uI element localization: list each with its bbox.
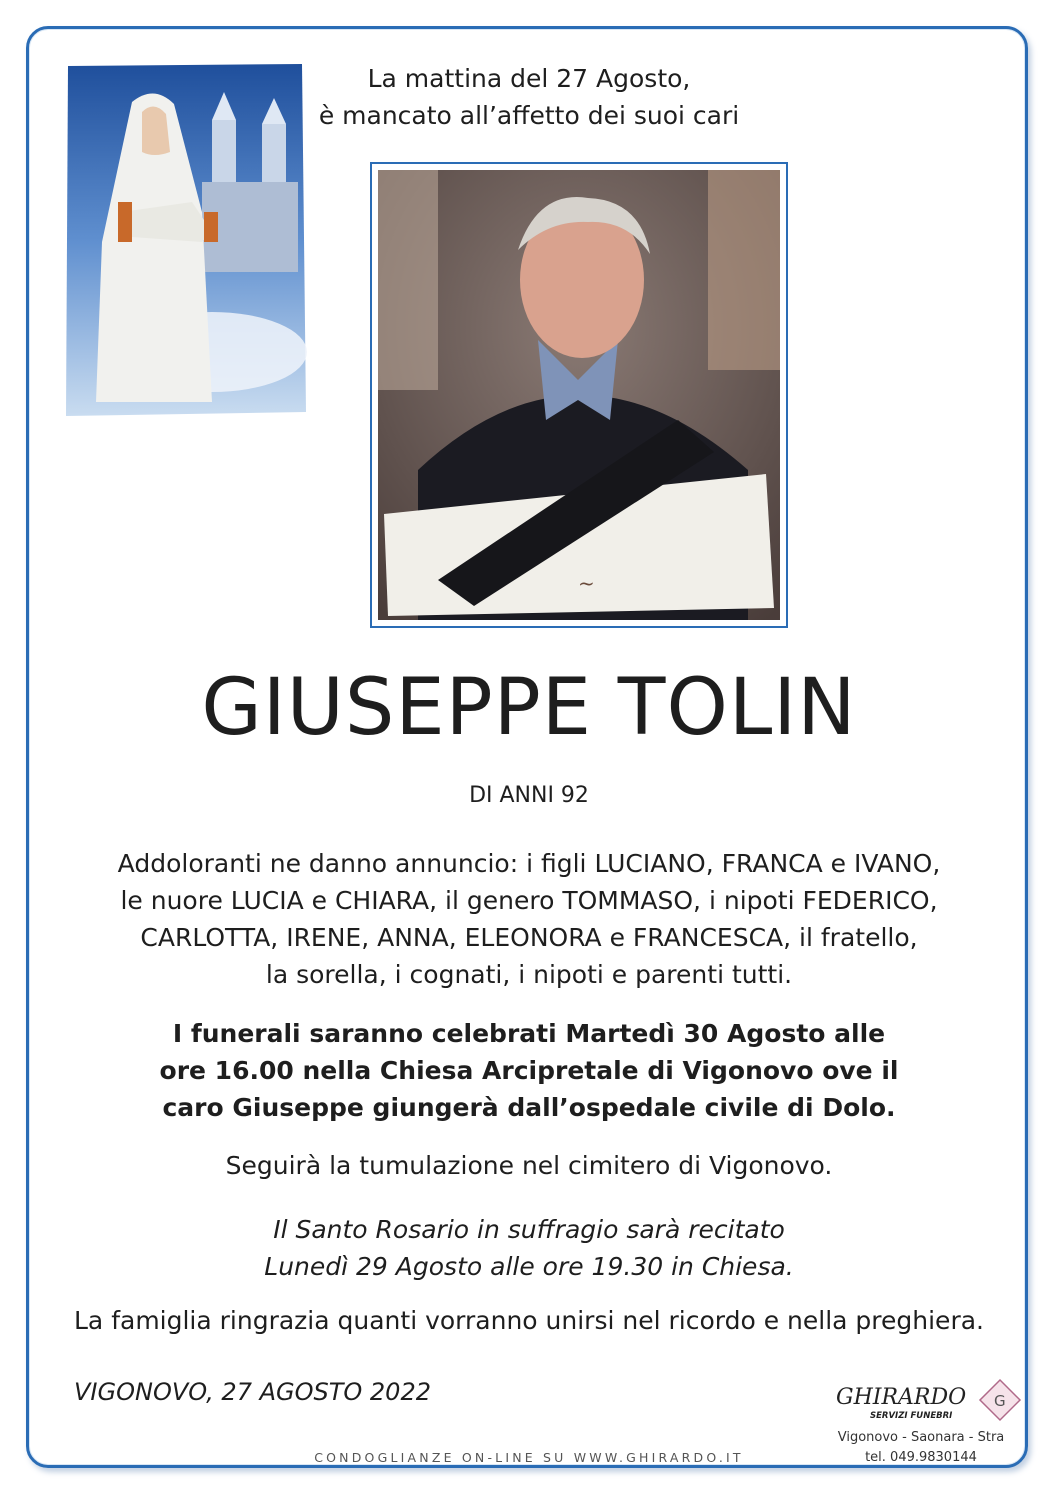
intro-text [0,60,1058,134]
place-date: VIGONOVO, 27 AGOSTO 2022 [74,1378,431,1406]
intro-line-1: La mattina del 27 Agosto, [367,64,691,93]
company-phone: tel. 049.9830144 [865,1450,977,1465]
funeral-line: caro Giuseppe giungerà dall’ospedale civile di Dolo. [162,1093,896,1122]
logo-name: GHIRARDO [836,1385,967,1410]
logo-tagline: SERVIZI FUNEBRI [870,1411,953,1421]
company-address [808,1428,1034,1468]
rosary-line: Il Santo Rosario in suffragio sarà recitato [273,1215,785,1244]
logo-letter: G [994,1392,1006,1410]
portrait-photo [378,170,780,620]
funeral-details [0,1015,1058,1126]
deceased-age: DI ANNI 92 [469,783,589,808]
announcement-line: la sorella, i cognati, i nipoti e parenti tutti. [265,960,793,989]
burial-text: Seguirà la tumulazione nel cimitero di Vigonovo. [225,1151,833,1180]
announcement-text [0,845,1058,993]
thanks-text: La famiglia ringrazia quanti vorranno unirsi nel ricordo e nella preghiera. [74,1306,984,1335]
announcement-line: le nuore LUCIA e CHIARA, il genero TOMMASO, i nipoti FEDERICO, [120,886,938,915]
funeral-line: ore 16.00 nella Chiesa Arcipretale di Vigonovo ove il [159,1056,899,1085]
funeral-line: I funerali saranno celebrati Martedì 30 Agosto alle [172,1019,886,1048]
company-towns: Vigonovo - Saonara - Stra [837,1430,1005,1445]
deceased-name: GIUSEPPE TOLIN [201,663,857,753]
portrait-frame [370,162,788,628]
announcement-line: Addoloranti ne danno annuncio: i figli LUCIANO, FRANCA e IVANO, [117,849,941,878]
intro-line-2: è mancato all’affetto dei suoi cari [318,101,740,130]
announcement-line: CARLOTTA, IRENE, ANNA, ELEONORA e FRANCESCA, il fratello, [140,923,918,952]
condolences-link[interactable]: CONDOGLIANZE ON-LINE SU WWW.GHIRARDO.IT [314,1450,744,1465]
rosary-line: Lunedì 29 Agosto alle ore 19.30 in Chiesa. [264,1252,794,1281]
ghirardo-logo [830,1374,1030,1430]
rosary-text [0,1211,1058,1285]
svg-text:~: ~ [578,571,595,595]
